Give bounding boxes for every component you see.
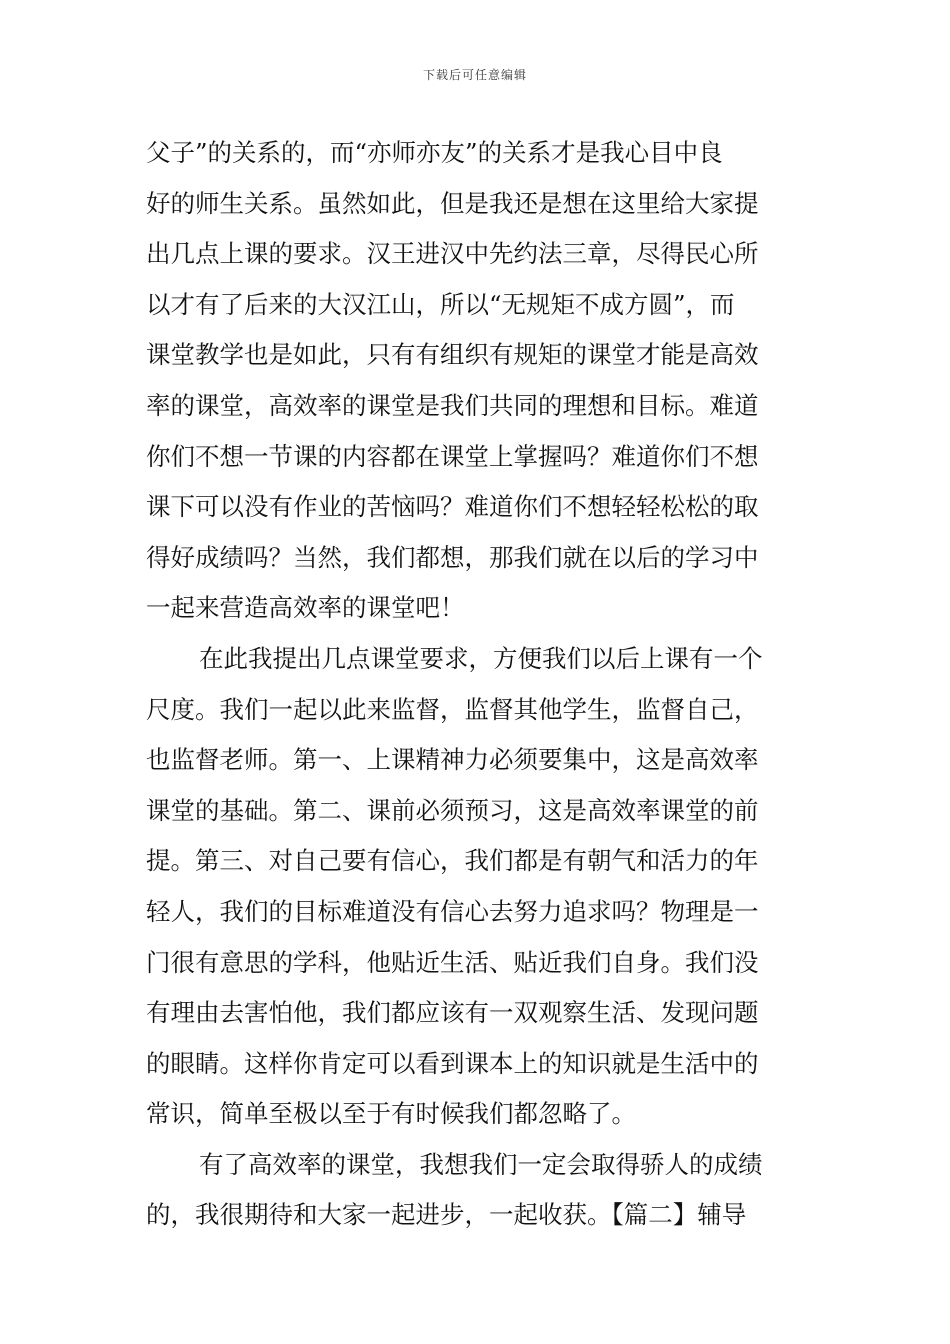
text-line: 课下可以没有作业的苦恼吗？难道你们不想轻轻松松的取 [146, 492, 759, 522]
paragraph-1 [146, 128, 810, 634]
text-line: 有了高效率的课堂，我想我们一定会取得骄人的成绩 [199, 1149, 763, 1179]
text-line: 尺度。我们一起以此来监督，监督其他学生，监督自己， [146, 694, 759, 724]
page-header: 下载后可任意编辑 [422, 68, 527, 82]
text-line: 率的课堂，高效率的课堂是我们共同的理想和目标。难道 [146, 390, 759, 420]
paragraph-3 [146, 1140, 810, 1241]
text-line: 出几点上课的要求。汉王进汉中先约法三章，尽得民心所 [146, 239, 759, 269]
text-line: 以才有了后来的大汉江山，所以“无规矩不成方圆”，而 [146, 289, 735, 319]
text-line: 轻人，我们的目标难道没有信心去努力追求吗？物理是一 [146, 896, 759, 926]
text-line: 常识，简单至极以至于有时候我们都忽略了。 [146, 1099, 636, 1129]
text-line: 课堂教学也是如此，只有有组织有规矩的课堂才能是高效 [146, 340, 759, 370]
text-line: 父子”的关系的，而“亦师亦友”的关系才是我心目中良 [146, 138, 723, 167]
text-line: 有理由去害怕他，我们都应该有一双观察生活、发现问题 [146, 998, 759, 1028]
text-line: 一起来营造高效率的课堂吧！ [146, 593, 465, 623]
text-line: 在此我提出几点课堂要求，方便我们以后上课有一个 [199, 643, 763, 673]
paragraph-2 [146, 634, 810, 1140]
text-line: 门很有意思的学科，他贴近生活、贴近我们自身。我们没 [146, 947, 759, 977]
text-line: 好的师生关系。虽然如此，但是我还是想在这里给大家提 [146, 188, 759, 218]
text-line: 提。第三、对自己要有信心，我们都是有朝气和活力的年 [146, 846, 759, 876]
text-line: 的，我很期待和大家一起进步，一起收获。【篇二】辅导 [146, 1200, 747, 1230]
document-body [146, 128, 810, 1241]
text-line: 得好成绩吗？当然，我们都想，那我们就在以后的学习中 [146, 542, 759, 572]
text-line: 课堂的基础。第二、课前必须预习，这是高效率课堂的前 [146, 795, 759, 825]
text-line: 你们不想一节课的内容都在课堂上掌握吗？难道你们不想 [146, 441, 759, 471]
text-line: 也监督老师。第一、上课精神力必须要集中，这是高效率 [146, 745, 759, 775]
text-line: 的眼睛。这样你肯定可以看到课本上的知识就是生活中的 [146, 1048, 759, 1078]
